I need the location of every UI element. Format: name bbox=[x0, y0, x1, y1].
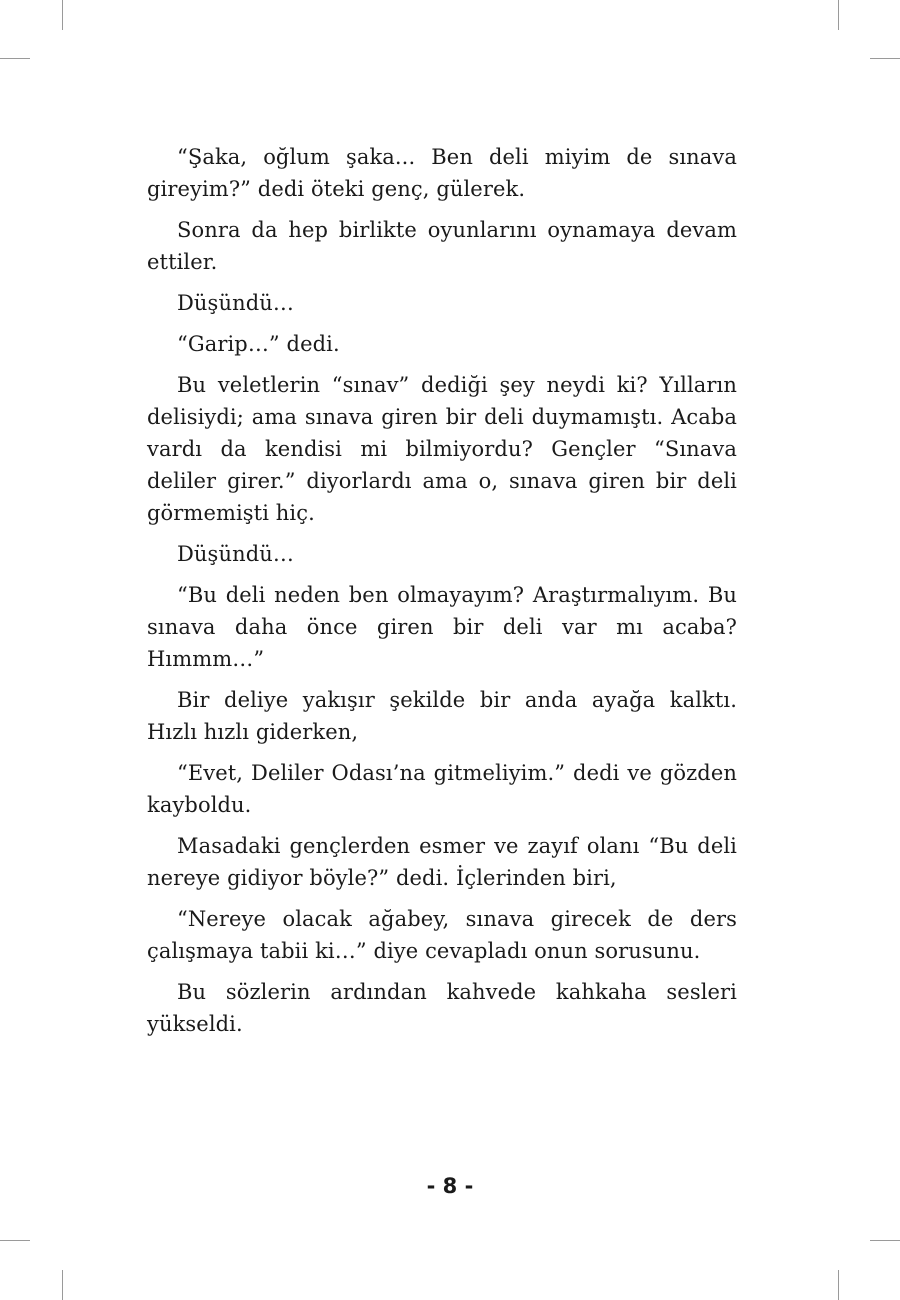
page-body-text bbox=[147, 141, 737, 1049]
paragraph: Bu veletlerin “sınav” dediği şey neydi ki? Yılların delisiydi; ama sınava giren bir deli duymamıştı. Acaba vardı da kendisi mi bilmiyordu? Gençler “Sınava deliler girer.” diyorlardı ama o, sınava giren bir deli görmemişti hiç. bbox=[147, 373, 737, 525]
paragraph: Düşündü… bbox=[177, 291, 294, 315]
crop-mark-top-right-horizontal bbox=[870, 58, 900, 59]
page-number: - 8 - bbox=[426, 1174, 474, 1198]
paragraph: “Garip…” dedi. bbox=[177, 332, 340, 356]
paragraph: Sonra da hep birlikte oyunlarını oynamaya devam ettiler. bbox=[147, 218, 737, 274]
crop-mark-bottom-right bbox=[838, 1270, 839, 1300]
paragraph: “Evet, Deliler Odası’na gitmeliyim.” dedi ve gözden kayboldu. bbox=[147, 761, 737, 817]
paragraph: Düşündü… bbox=[177, 542, 294, 566]
paragraph: Bir deliye yakışır şekilde bir anda ayağa kalktı. Hızlı hızlı giderken, bbox=[147, 688, 737, 744]
crop-mark-bottom-right-horizontal bbox=[870, 1240, 900, 1241]
paragraph: Masadaki gençlerden esmer ve zayıf olanı “Bu deli nereye gidiyor böyle?” dedi. İçlerinden biri, bbox=[147, 834, 737, 890]
paragraph: Bu sözlerin ardından kahvede kahkaha sesleri yükseldi. bbox=[147, 980, 737, 1036]
crop-mark-top-left bbox=[62, 0, 63, 30]
crop-mark-top-right bbox=[838, 0, 839, 30]
paragraph: “Şaka, oğlum şaka... Ben deli miyim de sınava gireyim?” dedi öteki genç, gülerek. bbox=[147, 145, 737, 201]
paragraph: “Nereye olacak ağabey, sınava girecek de ders çalışmaya tabii ki…” diye cevapladı onun sorusunu. bbox=[147, 907, 737, 963]
paragraph: “Bu deli neden ben olmayayım? Araştırmalıyım. Bu sınava daha önce giren bir deli var mı acaba? Hımmm…” bbox=[147, 583, 737, 671]
crop-mark-top-left-horizontal bbox=[0, 58, 30, 59]
crop-mark-bottom-left-horizontal bbox=[0, 1240, 30, 1241]
crop-mark-bottom-left bbox=[62, 1270, 63, 1300]
